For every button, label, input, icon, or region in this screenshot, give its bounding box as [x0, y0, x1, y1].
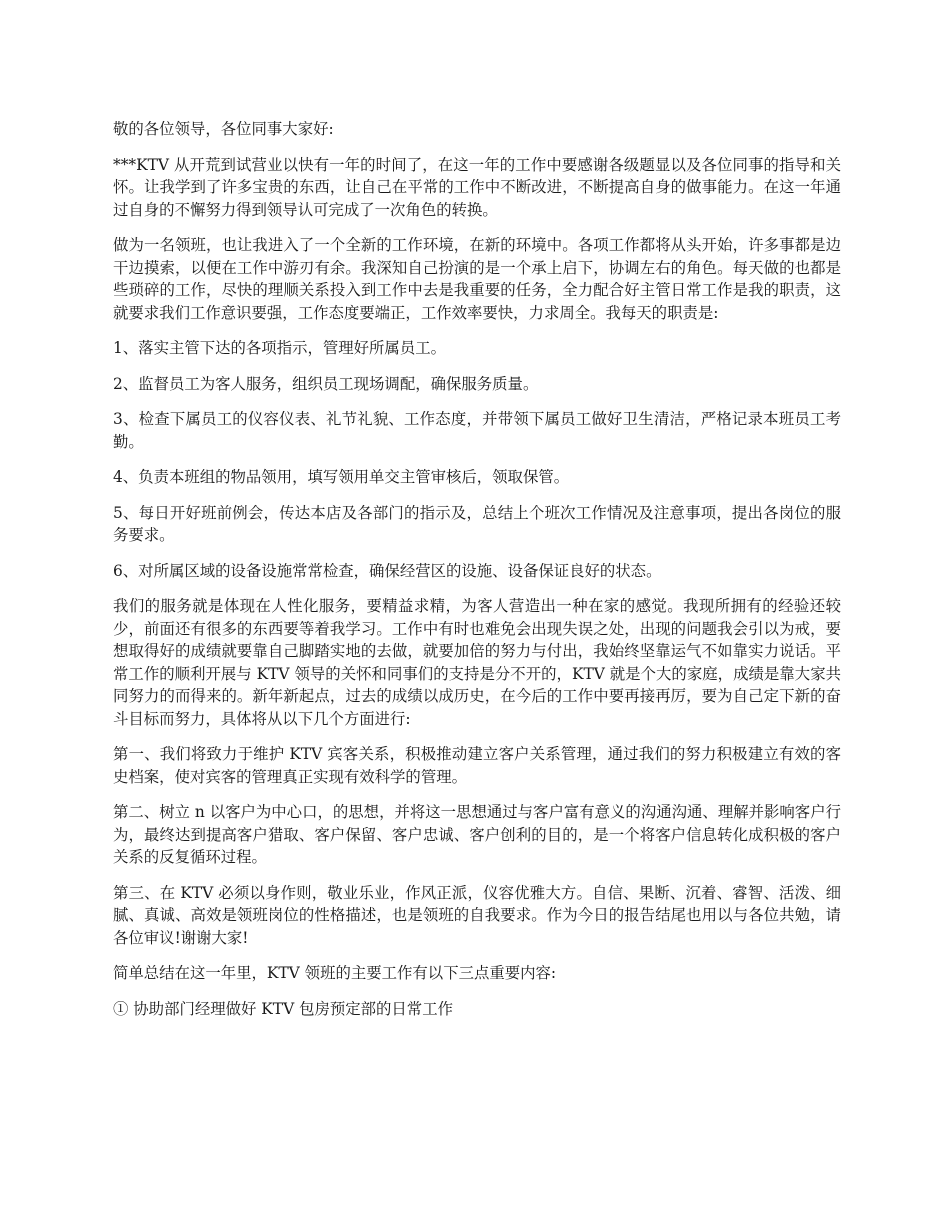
plan-item-second: 第二、树立 n 以客户为中心口，的思想，并将这一思想通过与客户富有意义的沟通沟通、理解并影响客户行为，最终达到提高客户猎取、客户保留、客户忠诚、客户创利的目的，是一个将客户信息转化成积极的客户关系的反复循环过程。: [113, 803, 841, 866]
duty-item-3: 3、检查下属员工的仪容仪表、礼节礼貌、工作态度，并带领下属员工做好卫生清洁，严格记录本班员工考勤。: [113, 410, 841, 451]
role-paragraph: 做为一名领班，也让我进入了一个全新的工作环境，在新的环境中。各项工作都将从头开始，许多事都是边干边摸索，以便在工作中游刃有余。我深知自己扮演的是一个承上启下，协调左右的角色。每天做的也都是些琐碎的工作，尽快的理顺关系投入到工作中去是我重要的任务，全力配合好主管日常工作是我的职责，这就要求我们工作意识要强，工作态度要端正，工作效率要快，力求周全。我每天的职责是:: [113, 236, 841, 322]
duty-item-5: 5、每日开好班前例会，传达本店及各部门的指示及，总结上个班次工作情况及注意事项，提出各岗位的服务要求。: [113, 503, 841, 544]
intro-paragraph: ***KTV 从开荒到试营业以快有一年的时间了，在这一年的工作中要感谢各级题显以及各位同事的指导和关怀。让我学到了许多宝贵的东西，让自己在平常的工作中不断改进，不断提高自身的做事能力。在这一年通过自身的不懈努力得到领导认可完成了一次角色的转换。: [113, 155, 841, 219]
plan-item-first: 第一、我们将致力于维护 KTV 宾客关系，积极推动建立客户关系管理，通过我们的努力积极建立有效的客史档案，使对宾客的管理真正实现有效科学的管理。: [113, 745, 841, 786]
duty-item-1: 1、落实主管下达的各项指示，管理好所属员工。: [113, 339, 446, 357]
document-body: [113, 118, 841, 1033]
summary-paragraph: 简单总结在这一年里，KTV 领班的主要工作有以下三点重要内容:: [113, 964, 557, 982]
plan-item-third: 第三、在 KTV 必须以身作则，敬业乐业，作风正派，仪容优雅大方。自信、果断、沉着、睿智、活泼、细腻、真诚、高效是领班岗位的性格描述，也是领班的自我要求。作为今日的报告结尾也用以与各位共勉，请各位审议!谢谢大家!: [113, 883, 841, 947]
duty-item-2: 2、监督员工为客人服务，组织员工现场调配，确保服务质量。: [113, 374, 539, 393]
summary-item-1: ① 协助部门经理做好 KTV 包房预定部的日常工作: [113, 999, 453, 1018]
duty-item-6: 6、对所属区域的设备设施常常检查，确保经营区的设施、设备保证良好的状态。: [113, 561, 662, 580]
service-paragraph: 我们的服务就是体现在人性化服务，要精益求精，为客人营造出一种在家的感觉。我现所拥有的经验还较少，前面还有很多的东西要等着我学习。工作中有时也难免会出现失误之处，出现的问题我会引以为戒，要想取得好的成绩就要靠自己脚踏实地的去做，就要加倍的努力与付出，我始终坚靠运气不如靠实力说话。平常工作的顺利开展与 KTV 领导的关怀和同事们的支持是分不开的，KTV 就是个大的家庭，成绩是靠大家共同努力的而得来的。新年新起点，过去的成绩以成历史，在今后的工作中要再接再厉，要为自己定下新的奋斗目标而努力，具体将从以下几个方面进行:: [113, 597, 841, 728]
duty-item-4: 4、负责本班组的物品领用，填写领用单交主管审核后，领取保管。: [113, 468, 570, 486]
greeting: 敬的各位领导，各位同事大家好:: [113, 120, 334, 138]
